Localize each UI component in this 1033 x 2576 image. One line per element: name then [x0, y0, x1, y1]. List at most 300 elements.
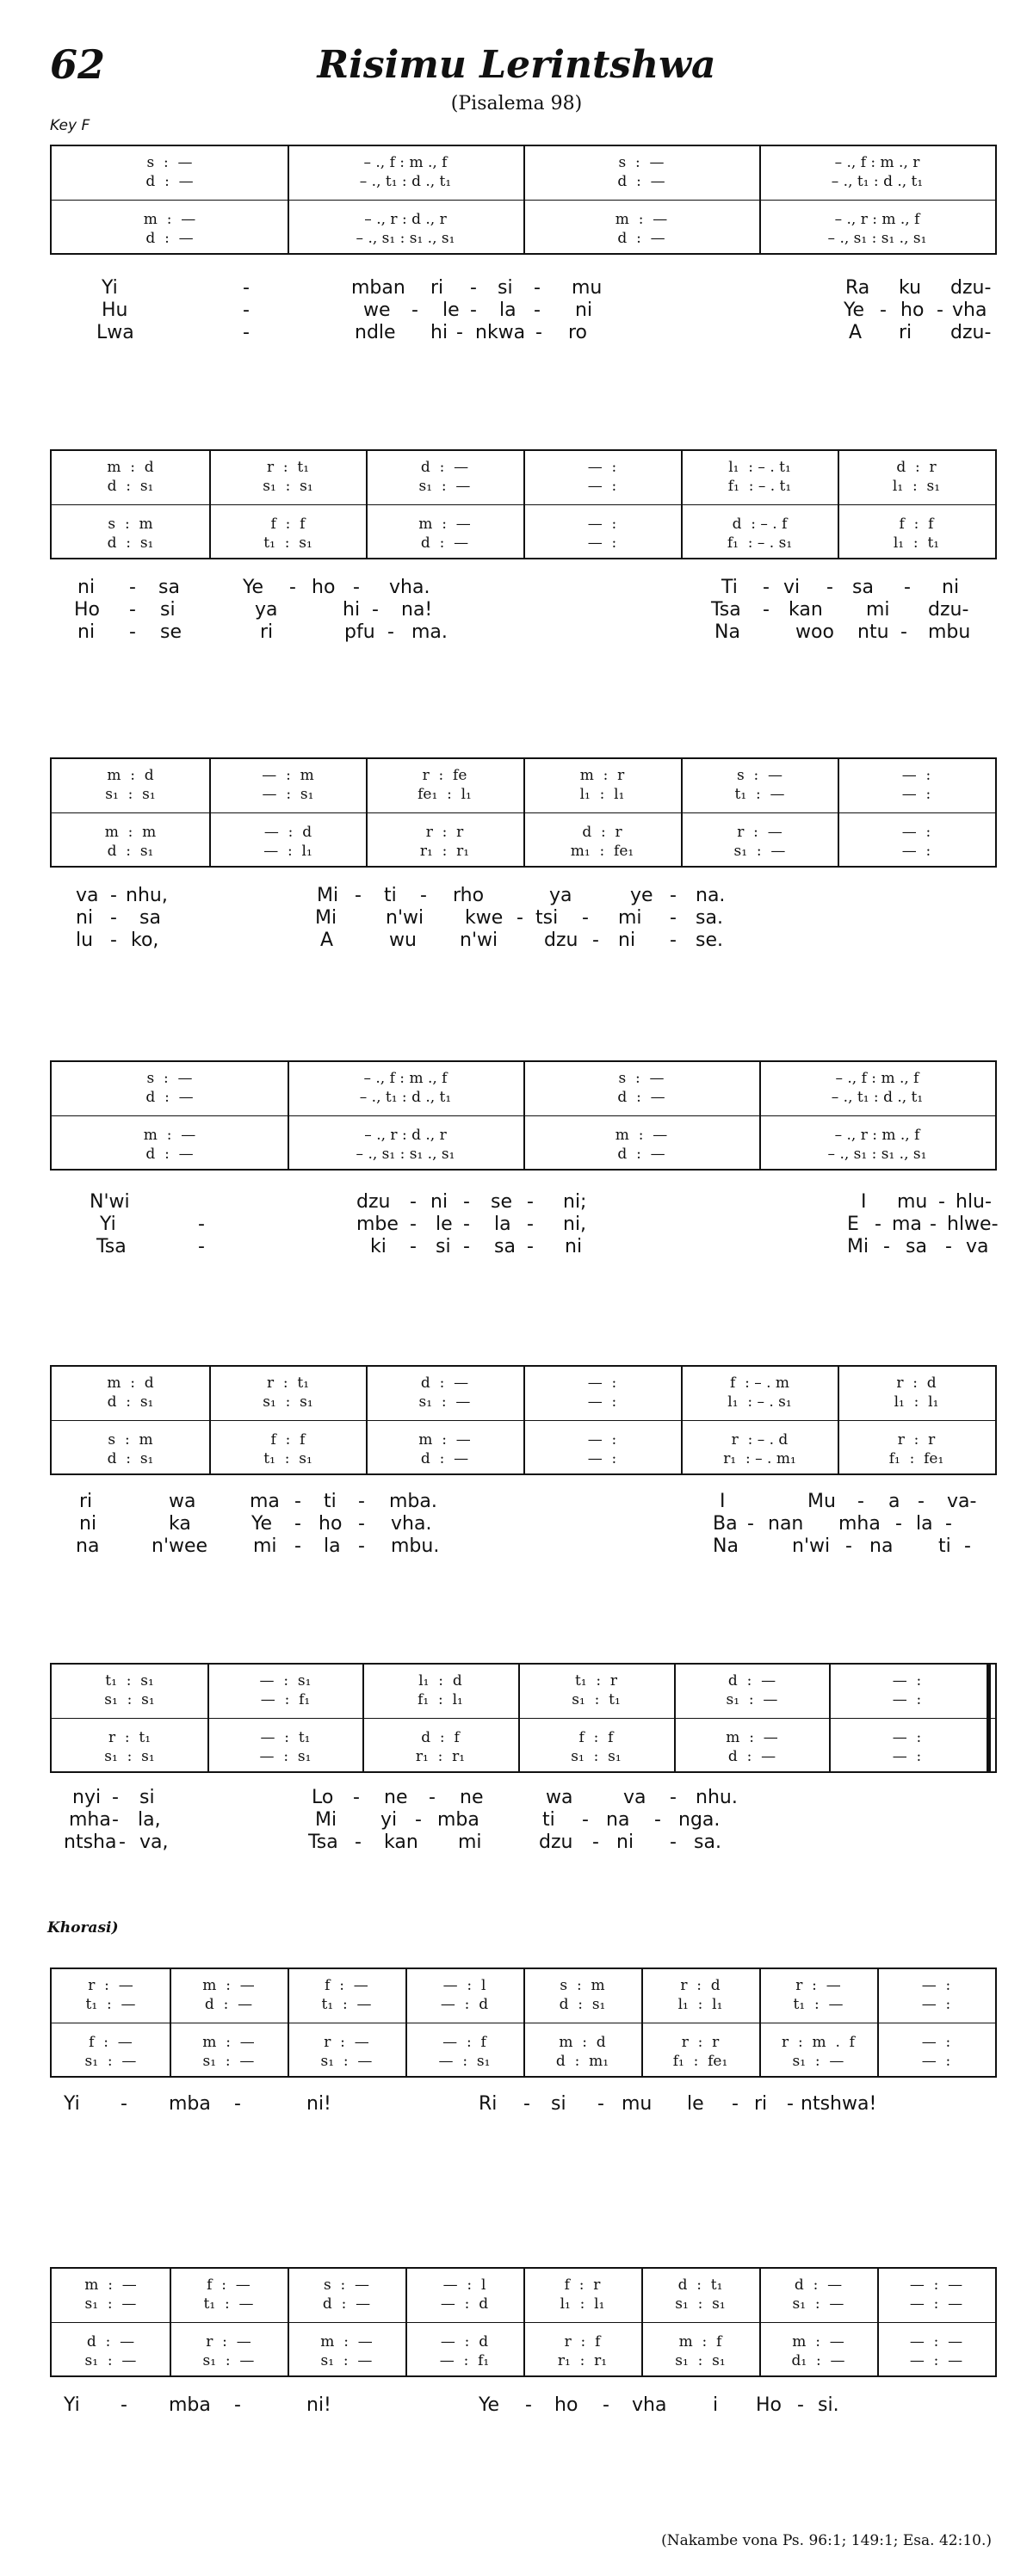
solfa-cell: f : f [270, 1431, 306, 1449]
solfa-cell: d₁ : — [791, 2352, 845, 2369]
solfa-cell: s₁ : — [84, 2295, 137, 2313]
lyric-syllable: ri [260, 621, 274, 643]
lyric-syllable: - [670, 1787, 677, 1808]
solfa-cell: r : d [896, 1374, 937, 1392]
lyric-syllable: ni [77, 577, 96, 598]
lyric-syllable: I [720, 1491, 726, 1512]
solfa-cell: m : d [107, 459, 154, 476]
lyric-syllable: - [294, 1513, 301, 1535]
lyric-syllable: - [883, 1236, 890, 1257]
lyric-syllable: sa. [696, 907, 723, 929]
lyric-syllable: ni! [306, 2093, 331, 2115]
solfa-cell: — : [587, 459, 617, 476]
lyric-syllable: si [551, 2093, 566, 2115]
solfa-cell: m : d [107, 1374, 154, 1392]
solfa-cell: d : — [322, 2295, 371, 2313]
solfa-cell: — : [587, 1431, 617, 1449]
solfa-cell: — : [587, 534, 617, 552]
lyric-syllable: Na [713, 1535, 739, 1557]
lyric-syllable: ni [942, 577, 960, 598]
system-7 [50, 1968, 997, 2078]
solfa-cell: t₁ : — [793, 1996, 844, 2013]
lyric-syllable: ki [370, 1236, 387, 1257]
solfa-cell: r₁ : r₁ [419, 843, 470, 860]
lyric-syllable: ri [899, 322, 912, 343]
solfa-cell: – ., s₁ : s₁ ., s₁ [827, 1146, 927, 1163]
solfa-cell: m : — [143, 1127, 196, 1144]
lyric-syllable: nyi [72, 1787, 102, 1808]
lyric-syllable: mba [169, 2093, 211, 2115]
solfa-cell: d : — [204, 1996, 253, 2013]
lyric-syllable: - [845, 1535, 852, 1557]
lyric-syllable: ti [938, 1535, 951, 1557]
lyric-syllable: - [358, 1491, 365, 1512]
solfa-cell: s : — [323, 2276, 370, 2294]
lyric-syllable: - [670, 1832, 677, 1853]
solfa-cell: t₁ : s₁ [105, 1672, 154, 1690]
lyric-syllable: mbe [356, 1214, 399, 1235]
solfa-cell: l₁ : l₁ [677, 1996, 723, 2013]
solfa-cell: — : t₁ [260, 1729, 311, 1746]
lyric-syllable: dzu- [950, 322, 992, 343]
lyric-syllable: rho [453, 885, 485, 906]
lyric-syllable: - [918, 1491, 925, 1512]
solfa-cell: — : f₁ [260, 1691, 311, 1708]
lyric-syllable: ni [575, 300, 593, 321]
lyric-syllable: Mi [847, 1236, 869, 1257]
solfa-cell: f : r [564, 2276, 601, 2294]
lyric-syllable: wa [546, 1787, 573, 1808]
lyric-syllable: - [429, 1787, 436, 1808]
solfa-cell: f : — [325, 1977, 368, 1994]
solfa-cell: s₁ : — [792, 2295, 844, 2313]
lyric-syllable: - [289, 577, 296, 598]
solfa-cell: — : — [909, 2276, 963, 2294]
lyric-syllable: mi [618, 907, 642, 929]
solfa-cell: – ., f : m ., f [363, 154, 448, 171]
lyric-syllable: ni [77, 621, 96, 643]
solfa-cell: – ., s₁ : s₁ ., s₁ [827, 230, 927, 247]
lyric-syllable: sa [906, 1236, 927, 1257]
solfa-cell: r : d [680, 1977, 721, 1994]
lyric-syllable: va [623, 1787, 646, 1808]
lyric-syllable: - [110, 885, 117, 906]
lyric-syllable: - [358, 1513, 365, 1535]
lyric-syllable: tsi [535, 907, 559, 929]
solfa-cell: – ., r : d ., r [364, 211, 447, 228]
solfa-cell: s : — [736, 767, 783, 784]
solfa-cell: f : f [270, 516, 306, 533]
lyric-syllable: - [670, 885, 677, 906]
lyric-syllable: nhu. [696, 1787, 738, 1808]
lyric-syllable: mbu [928, 621, 971, 643]
solfa-cell: f : — [207, 2276, 251, 2294]
lyric-syllable: - [895, 1513, 902, 1535]
lyric-syllable: ntu [857, 621, 889, 643]
solfa-cell: r : r [897, 1431, 936, 1449]
solfa-cell: s₁ : — [418, 1393, 471, 1411]
lyric-syllable: nkwa [475, 322, 526, 343]
lyric-syllable: - [797, 2394, 804, 2416]
solfa-cell: m : — [202, 2034, 255, 2051]
lyric-syllable: ni [565, 1236, 583, 1257]
lyric-syllable: la [499, 300, 516, 321]
lyric-syllable: - [592, 930, 599, 951]
lyric-syllable: sa [158, 577, 180, 598]
lyric-syllable: Na [714, 621, 740, 643]
lyric-syllable: - [456, 322, 463, 343]
solfa-cell: s₁ : — [320, 2352, 373, 2369]
solfa-cell: l₁ : t₁ [893, 534, 940, 552]
solfa-cell: s₁ : — [320, 2053, 373, 2070]
solfa-cell: r₁ : r₁ [557, 2352, 608, 2369]
lyric-syllable: ma [892, 1214, 922, 1235]
solfa-cell: m : — [418, 1431, 471, 1449]
lyric-syllable: Tsa [308, 1832, 338, 1853]
lyric-syllable: - [294, 1535, 301, 1557]
lyric-syllable: - [411, 300, 418, 321]
lyric-syllable: Tsa [711, 599, 741, 621]
lyric-syllable: A [320, 930, 334, 951]
lyric-syllable: - [603, 2394, 609, 2416]
lyric-syllable: vha [952, 300, 987, 321]
lyric-syllable: - [826, 577, 833, 598]
lyric-syllable: ri [754, 2093, 768, 2115]
lyric-syllable: na [606, 1809, 630, 1831]
lyric-syllable: ya [255, 599, 278, 621]
lyric-syllable: n'wi [460, 930, 498, 951]
solfa-cell: d : – . f [732, 516, 788, 533]
solfa-cell: – ., s₁ : s₁ ., s₁ [356, 230, 455, 247]
solfa-cell: d : f [421, 1729, 460, 1746]
lyric-syllable: mba [169, 2394, 211, 2416]
solfa-cell: f₁ : fe₁ [888, 1450, 944, 1467]
lyric-syllable: - [527, 1214, 534, 1235]
lyric-syllable: - [900, 621, 907, 643]
system-5 [50, 1365, 997, 1475]
lyric-syllable: Mi [315, 1809, 337, 1831]
solfa-cell: r : — [737, 824, 782, 841]
lyric-syllable: ho [312, 577, 336, 598]
solfa-cell: d : — [145, 230, 194, 247]
solfa-cell: d : — [420, 1450, 469, 1467]
solfa-cell: r : — [88, 1977, 133, 1994]
solfa-cell: d : — [617, 1146, 665, 1163]
lyric-syllable: wu [389, 930, 417, 951]
lyric-syllable: si [436, 1236, 451, 1257]
solfa-cell: r : t₁ [108, 1729, 152, 1746]
lyric-syllable: - [904, 577, 911, 598]
solfa-cell: s₁ : — [726, 1691, 778, 1708]
solfa-cell: d : — [794, 2276, 843, 2294]
solfa-cell: — : [901, 767, 931, 784]
lyric-syllable: N'wi [90, 1191, 130, 1213]
lyric-syllable: Ri [479, 2093, 498, 2115]
lyric-syllable: - [463, 1191, 470, 1213]
solfa-cell: r : – . d [731, 1431, 789, 1449]
lyric-syllable: - [534, 277, 541, 299]
solfa-cell: r : — [324, 2034, 369, 2051]
lyric-syllable: - [129, 599, 136, 621]
lyric-syllable: si [498, 277, 513, 299]
lyric-syllable: na [869, 1535, 894, 1557]
lyric-syllable: - [129, 577, 136, 598]
solfa-cell: — : l [442, 1977, 486, 1994]
lyric-syllable: si [139, 1787, 155, 1808]
solfa-cell: f₁ : – . t₁ [727, 478, 792, 495]
lyric-syllable: sa [852, 577, 874, 598]
lyric-syllable: - [582, 907, 589, 929]
solfa-cell: s : m [108, 516, 153, 533]
solfa-cell: s : — [146, 154, 193, 171]
lyric-syllable: ho [900, 300, 925, 321]
lyric-syllable: - [534, 300, 541, 321]
lyric-syllable: dzu- [950, 277, 992, 299]
lyric-syllable: - [463, 1214, 470, 1235]
lyric-syllable: hlwe- [947, 1214, 999, 1235]
solfa-cell: s₁ : t₁ [572, 1691, 621, 1708]
hymn-title: Risimu Lerintshwa [317, 43, 716, 87]
lyric-syllable: - [198, 1236, 205, 1257]
solfa-cell: — : f [442, 2034, 486, 2051]
lyric-syllable: Hu [102, 300, 128, 321]
solfa-cell: – ., t₁ : d ., t₁ [831, 1089, 924, 1106]
solfa-cell: — : [901, 843, 931, 860]
solfa-cell: m : d [559, 2034, 606, 2051]
solfa-cell: s₁ : — [84, 2352, 137, 2369]
solfa-cell: — : — [909, 2295, 963, 2313]
lyric-syllable: - [110, 907, 117, 929]
solfa-cell: — : m [262, 767, 314, 784]
lyric-syllable: Yi [64, 2093, 80, 2115]
lyric-syllable: va, [139, 1832, 169, 1853]
solfa-cell: — : [587, 1374, 617, 1392]
system-2 [50, 449, 997, 559]
lyric-syllable: Ra [845, 277, 870, 299]
hymn-number: 62 [50, 41, 106, 88]
lyric-syllable: nhu, [126, 885, 168, 906]
solfa-cell: d : r [582, 824, 622, 841]
solfa-cell: m₁ : fe₁ [570, 843, 634, 860]
lyric-syllable: na! [401, 599, 433, 621]
lyric-syllable: yi [380, 1809, 398, 1831]
hymn-subtitle: (Pisalema 98) [450, 93, 583, 114]
lyric-syllable: - [670, 930, 677, 951]
lyric-syllable: n'wee [152, 1535, 208, 1557]
solfa-cell: — : l [442, 2276, 486, 2294]
solfa-cell: – ., f : m ., r [834, 154, 920, 171]
part-divider [52, 1718, 995, 1719]
lyric-syllable: - [355, 885, 362, 906]
lyric-syllable: la [324, 1535, 341, 1557]
final-barline [988, 1665, 991, 1771]
solfa-cell: s₁ : — [84, 2053, 137, 2070]
lyric-syllable: mha [69, 1809, 111, 1831]
solfa-cell: f : f [578, 1729, 614, 1746]
lyric-syllable: - [243, 322, 250, 343]
solfa-cell: d : — [145, 1146, 194, 1163]
solfa-cell: m : — [615, 211, 668, 228]
solfa-cell: f₁ : – . s₁ [727, 534, 793, 552]
lyric-syllable: vi [783, 577, 801, 598]
solfa-cell: s₁ : — [792, 2053, 844, 2070]
solfa-cell: — : d [440, 2295, 489, 2313]
lyric-syllable: mban [351, 277, 405, 299]
solfa-cell: s : m [108, 1431, 153, 1449]
lyric-syllable: sa. [694, 1832, 721, 1853]
lyric-syllable: mha [838, 1513, 881, 1535]
lyric-syllable: - [930, 1214, 937, 1235]
lyric-syllable: - [243, 277, 250, 299]
lyric-syllable: - [470, 300, 477, 321]
lyric-syllable: nga. [678, 1809, 721, 1831]
lyric-syllable: ma [250, 1491, 280, 1512]
lyric-syllable: mba [437, 1809, 479, 1831]
lyric-syllable: ri [430, 277, 444, 299]
lyric-syllable: Ye [251, 1513, 273, 1535]
solfa-cell: m : — [792, 2333, 844, 2351]
lyric-syllable: - [294, 1491, 301, 1512]
lyric-syllable: - [410, 1214, 417, 1235]
lyric-syllable: Ye [844, 300, 865, 321]
solfa-cell: — : s₁ [262, 786, 314, 803]
solfa-cell: — : [587, 478, 617, 495]
lyric-syllable: - [597, 2093, 604, 2115]
solfa-cell: s : — [618, 154, 665, 171]
lyric-syllable: mba. [389, 1491, 437, 1512]
solfa-cell: f : – . m [729, 1374, 790, 1392]
lyric-syllable: ya [549, 885, 572, 906]
lyric-syllable: - [355, 1832, 362, 1853]
solfa-cell: d : s₁ [107, 843, 154, 860]
lyric-syllable: Mi [317, 885, 339, 906]
solfa-cell: r : f [564, 2333, 601, 2351]
solfa-cell: s₁ : — [733, 843, 786, 860]
lyric-syllable: kan [789, 599, 823, 621]
solfa-cell: — : [587, 516, 617, 533]
solfa-cell: s₁ : s₁ [104, 1748, 155, 1765]
lyric-syllable: dzu- [928, 599, 969, 621]
lyric-syllable: - [527, 1191, 534, 1213]
solfa-cell: – ., t₁ : d ., t₁ [359, 1089, 452, 1106]
lyric-syllable: - [875, 1214, 881, 1235]
solfa-cell: – ., t₁ : d ., t₁ [831, 173, 924, 190]
lyric-syllable: lu [76, 930, 94, 951]
lyric-syllable: - [112, 1809, 119, 1831]
lyric-syllable: sa [139, 907, 161, 929]
solfa-cell: — : [892, 1748, 922, 1765]
lyric-syllable: ho [319, 1513, 343, 1535]
lyric-syllable: - [525, 2394, 532, 2416]
lyric-syllable: dzu [539, 1832, 573, 1853]
solfa-cell: s₁ : s₁ [675, 2295, 726, 2313]
solfa-cell: d : — [617, 173, 665, 190]
solfa-cell: s₁ : s₁ [571, 1748, 622, 1765]
lyric-syllable: la [916, 1513, 933, 1535]
scripture-reference: (Nakambe vona Ps. 96:1; 149:1; Esa. 42:10.) [661, 2532, 992, 2549]
solfa-cell: — : — [909, 2333, 963, 2351]
lyric-syllable: pfu [344, 621, 375, 643]
lyric-syllable: Mu [807, 1491, 836, 1512]
solfa-cell: r₁ : r₁ [415, 1748, 466, 1765]
solfa-cell: f₁ : l₁ [418, 1691, 463, 1708]
solfa-cell: r : t₁ [266, 1374, 310, 1392]
solfa-cell: l₁ : l₁ [894, 1393, 939, 1411]
lyric-syllable: sa [494, 1236, 516, 1257]
solfa-cell: m : f [678, 2333, 722, 2351]
system-8 [50, 2267, 997, 2377]
solfa-cell: t₁ : — [734, 786, 785, 803]
solfa-cell: d : — [727, 1748, 776, 1765]
lyric-syllable: la, [138, 1809, 161, 1831]
solfa-cell: f₁ : fe₁ [672, 2053, 728, 2070]
solfa-cell: t₁ : — [85, 1996, 136, 2013]
solfa-cell: m : m [104, 824, 157, 841]
lyric-syllable: - [787, 2093, 794, 2115]
solfa-cell: l₁ : s₁ [892, 478, 941, 495]
lyric-syllable: ma. [411, 621, 448, 643]
solfa-cell: l₁ : l₁ [579, 786, 625, 803]
solfa-cell: — : — [909, 2352, 963, 2369]
lyric-syllable: - [121, 2394, 127, 2416]
solfa-cell: — : [921, 2053, 951, 2070]
solfa-cell: s : — [618, 1070, 665, 1087]
lyric-syllable: - [516, 907, 523, 929]
system-6 [50, 1663, 997, 1773]
lyric-syllable: vha. [389, 577, 430, 598]
lyric-syllable: - [198, 1214, 205, 1235]
solfa-cell: m : — [615, 1127, 668, 1144]
solfa-cell: s₁ : s₁ [675, 2352, 726, 2369]
solfa-cell: — : [921, 1977, 951, 1994]
lyric-syllable: kan [384, 1832, 418, 1853]
solfa-cell: d : s₁ [107, 1393, 154, 1411]
lyric-syllable: ni [618, 930, 636, 951]
lyric-syllable: la [494, 1214, 511, 1235]
lyric-syllable: hi [343, 599, 361, 621]
lyric-syllable: va- [947, 1491, 977, 1512]
solfa-cell: d : — [617, 230, 665, 247]
lyric-syllable: dzu [356, 1191, 391, 1213]
lyric-syllable: - [670, 907, 677, 929]
solfa-cell: r : — [206, 2333, 251, 2351]
lyric-syllable: ni [76, 907, 94, 929]
lyric-syllable: - [358, 1535, 365, 1557]
solfa-cell: s₁ : s₁ [263, 1393, 313, 1411]
lyric-syllable: mu [572, 277, 603, 299]
solfa-cell: s₁ : s₁ [105, 786, 156, 803]
lyric-syllable: mu [897, 1191, 928, 1213]
solfa-cell: t₁ : s₁ [263, 534, 312, 552]
solfa-cell: f : f [899, 516, 934, 533]
solfa-cell: — : [892, 1672, 922, 1690]
solfa-cell: — : [892, 1691, 922, 1708]
lyric-syllable: - [763, 577, 770, 598]
solfa-cell: d : s₁ [107, 534, 154, 552]
lyric-syllable: mi [866, 599, 890, 621]
lyric-syllable: - [523, 2093, 530, 2115]
lyric-syllable: Ba [713, 1513, 738, 1535]
lyric-syllable: Ho [74, 599, 101, 621]
solfa-cell: — : [921, 2034, 951, 2051]
lyric-syllable: Ho [756, 2394, 782, 2416]
lyric-syllable: mbu. [391, 1535, 440, 1557]
lyric-syllable: le [436, 1214, 453, 1235]
solfa-cell: — : d [440, 2333, 489, 2351]
solfa-cell: f : — [89, 2034, 133, 2051]
system-1 [50, 145, 997, 255]
lyric-syllable: ni! [306, 2394, 331, 2416]
